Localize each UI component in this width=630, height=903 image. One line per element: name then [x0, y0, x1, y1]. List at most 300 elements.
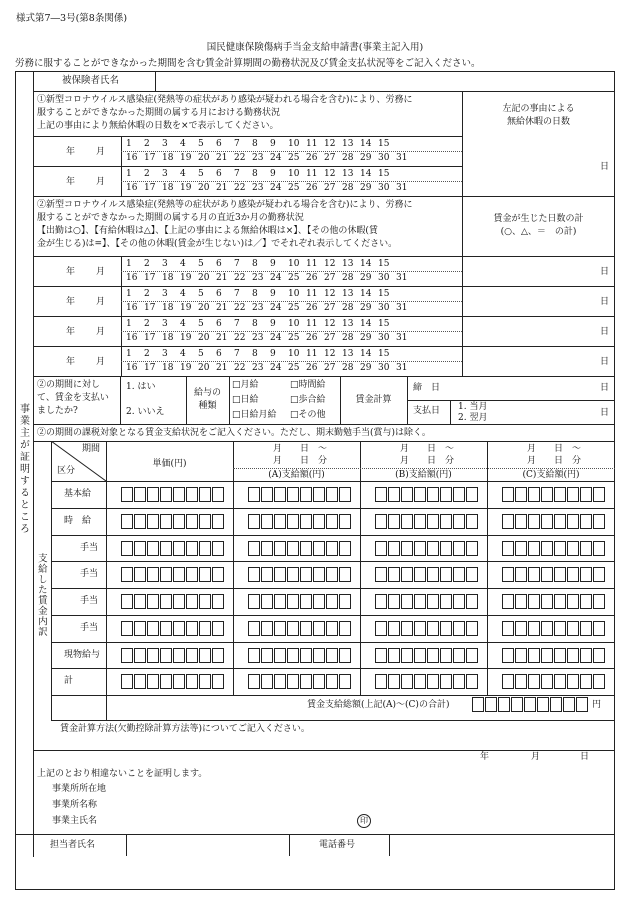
day-number[interactable]: 9	[270, 169, 276, 179]
day-number[interactable]: 6	[216, 319, 222, 329]
day-number[interactable]: 27	[324, 153, 336, 163]
day-number[interactable]: 8	[252, 319, 258, 329]
day-number[interactable]: 7	[234, 319, 240, 329]
day-number[interactable]: 8	[252, 139, 258, 149]
day-number[interactable]: 12	[324, 289, 336, 299]
day-number[interactable]: 13	[342, 169, 354, 179]
day-number[interactable]: 25	[288, 153, 300, 163]
day-number[interactable]: 7	[234, 259, 240, 269]
amount-input[interactable]	[121, 514, 225, 529]
paid-days-unit: 日	[600, 297, 610, 307]
amount-input[interactable]	[375, 567, 479, 582]
day-number[interactable]: 19	[180, 363, 192, 373]
day-number[interactable]: 9	[270, 349, 276, 359]
day-number[interactable]: 20	[198, 153, 210, 163]
month-row-month-label: 月	[96, 297, 106, 307]
col-c-label: (C)支給額(円)	[522, 470, 580, 480]
amount-input[interactable]	[502, 674, 606, 689]
day-number[interactable]: 20	[198, 183, 210, 193]
day-number[interactable]: 10	[288, 349, 300, 359]
day-number[interactable]: 17	[144, 153, 156, 163]
day-number[interactable]: 27	[324, 363, 336, 373]
total-wage-input[interactable]	[472, 697, 589, 712]
section1-days-unit: 日	[600, 162, 610, 172]
day-number[interactable]: 2	[144, 169, 150, 179]
section1-line3: 上記の事由により無給休暇の日数を×で表示してください。	[37, 121, 279, 131]
day-number[interactable]: 7	[234, 349, 240, 359]
day-number[interactable]: 14	[360, 289, 372, 299]
pay-type-monthly[interactable]: □月給	[232, 380, 259, 390]
day-number[interactable]: 31	[396, 153, 408, 163]
amount-input[interactable]	[502, 648, 606, 663]
cert-month: 月	[531, 752, 541, 762]
amount-input[interactable]	[248, 541, 352, 556]
day-number[interactable]: 2	[144, 349, 150, 359]
month-row-year-label: 年	[66, 327, 76, 337]
amount-input[interactable]	[248, 648, 352, 663]
amount-input[interactable]	[375, 648, 479, 663]
day-number[interactable]: 4	[180, 349, 186, 359]
day-number[interactable]: 20	[198, 363, 210, 373]
amount-input[interactable]	[121, 594, 225, 609]
period-label: 期間	[82, 444, 101, 454]
day-number[interactable]: 28	[342, 303, 354, 313]
day-number-row[interactable]	[126, 273, 414, 283]
pay-no-option[interactable]: 2. いいえ	[126, 407, 165, 417]
day-number[interactable]: 30	[378, 333, 390, 343]
calc-method-label: 賃金計算方法(欠勤控除計算方法等)についてご記入ください。	[60, 724, 310, 734]
day-number[interactable]: 27	[324, 273, 336, 283]
cert-year: 年	[480, 752, 490, 762]
day-number[interactable]: 5	[198, 169, 204, 179]
day-number[interactable]: 16	[126, 273, 138, 283]
day-number[interactable]: 5	[198, 349, 204, 359]
day-number[interactable]: 28	[342, 363, 354, 373]
day-number[interactable]: 7	[234, 169, 240, 179]
day-number[interactable]: 15	[378, 259, 390, 269]
amount-input[interactable]	[248, 674, 352, 689]
day-number[interactable]: 11	[306, 319, 318, 329]
day-number[interactable]: 17	[144, 273, 156, 283]
day-number[interactable]: 12	[324, 169, 336, 179]
insured-name-label: 被保険者氏名	[62, 75, 120, 86]
day-number[interactable]: 29	[360, 363, 372, 373]
day-number[interactable]: 28	[342, 333, 354, 343]
day-number-row[interactable]	[126, 333, 414, 343]
owner-name-label: 事業主氏名	[52, 816, 98, 826]
period-a-end: 月 日 分	[272, 456, 327, 466]
day-number[interactable]: 30	[378, 273, 390, 283]
day-number[interactable]: 18	[162, 333, 174, 343]
day-number[interactable]: 29	[360, 153, 372, 163]
pay-type-hourly[interactable]: □時間給	[290, 380, 326, 390]
day-number[interactable]: 7	[234, 139, 240, 149]
day-number[interactable]: 11	[306, 169, 318, 179]
day-number[interactable]: 19	[180, 303, 192, 313]
month-row-year-label: 年	[66, 297, 76, 307]
day-number[interactable]: 23	[252, 363, 264, 373]
amount-input[interactable]	[121, 674, 225, 689]
day-number[interactable]: 29	[360, 333, 372, 343]
day-number[interactable]: 31	[396, 303, 408, 313]
wage-row-label: 計	[64, 676, 74, 687]
day-number[interactable]: 10	[288, 289, 300, 299]
day-number[interactable]: 12	[324, 349, 336, 359]
day-number[interactable]: 20	[198, 333, 210, 343]
day-number[interactable]: 16	[126, 183, 138, 193]
day-number[interactable]: 31	[396, 183, 408, 193]
day-number[interactable]: 17	[144, 303, 156, 313]
day-number-row[interactable]	[126, 289, 396, 299]
day-number[interactable]: 18	[162, 273, 174, 283]
day-number[interactable]: 4	[180, 139, 186, 149]
day-number[interactable]: 1	[126, 349, 132, 359]
day-number-row[interactable]	[126, 319, 396, 329]
amount-input[interactable]	[248, 567, 352, 582]
period-c-end: 月 日 分	[526, 456, 581, 466]
day-number[interactable]: 19	[180, 183, 192, 193]
amount-input[interactable]	[248, 594, 352, 609]
day-number[interactable]: 15	[378, 169, 390, 179]
day-number[interactable]: 3	[162, 289, 168, 299]
day-number[interactable]: 29	[360, 303, 372, 313]
day-number[interactable]: 21	[216, 333, 228, 343]
day-number[interactable]: 24	[270, 363, 282, 373]
day-number[interactable]: 24	[270, 273, 282, 283]
day-number[interactable]: 8	[252, 289, 258, 299]
day-number[interactable]: 31	[396, 363, 408, 373]
day-number[interactable]: 29	[360, 183, 372, 193]
col-b-label: (B)支給額(円)	[395, 470, 452, 480]
day-number[interactable]: 17	[144, 333, 156, 343]
day-number[interactable]: 9	[270, 259, 276, 269]
day-number[interactable]: 25	[288, 303, 300, 313]
day-number[interactable]: 9	[270, 289, 276, 299]
day-number-row[interactable]	[126, 363, 414, 373]
day-number[interactable]: 21	[216, 153, 228, 163]
day-number[interactable]: 27	[324, 183, 336, 193]
day-number[interactable]: 10	[288, 169, 300, 179]
pay-type-daily[interactable]: □日給	[232, 395, 259, 405]
day-number[interactable]: 13	[342, 349, 354, 359]
employer-side-label: 事業主が証明するところ	[17, 403, 29, 535]
day-number[interactable]: 6	[216, 349, 222, 359]
day-number[interactable]: 16	[126, 153, 138, 163]
day-number[interactable]: 4	[180, 289, 186, 299]
day-number[interactable]: 26	[306, 153, 318, 163]
paid-days-unit: 日	[600, 267, 610, 277]
amount-input[interactable]	[121, 648, 225, 663]
day-number[interactable]: 15	[378, 289, 390, 299]
amount-input[interactable]	[375, 594, 479, 609]
month-row-month-label: 月	[96, 327, 106, 337]
wage-row-label: 手当	[80, 569, 99, 580]
day-number[interactable]: 22	[234, 333, 246, 343]
pay-type-other[interactable]: □その他	[290, 410, 326, 420]
day-number[interactable]: 11	[306, 349, 318, 359]
pay-question-line1: ②の期間に対し	[37, 380, 101, 390]
day-number[interactable]: 10	[288, 319, 300, 329]
day-number[interactable]: 22	[234, 153, 246, 163]
period-b-start: 月 日 ～	[399, 444, 454, 454]
day-number-row[interactable]	[126, 169, 396, 179]
day-number[interactable]: 21	[216, 183, 228, 193]
month-row-year-label: 年	[66, 147, 76, 157]
day-number[interactable]: 9	[270, 319, 276, 329]
day-number[interactable]: 14	[360, 349, 372, 359]
day-number[interactable]: 5	[198, 289, 204, 299]
cert-statement: 上記のとおり相違ないことを証明します。	[37, 769, 208, 779]
amount-input[interactable]	[502, 541, 606, 556]
day-number[interactable]: 14	[360, 169, 372, 179]
day-number[interactable]: 6	[216, 289, 222, 299]
day-number[interactable]: 16	[126, 333, 138, 343]
day-number[interactable]: 1	[126, 139, 132, 149]
day-number[interactable]: 4	[180, 259, 186, 269]
day-number[interactable]: 18	[162, 153, 174, 163]
closing-day-label: 締 日	[413, 383, 441, 393]
day-number[interactable]: 8	[252, 349, 258, 359]
period-a-start: 月 日 ～	[272, 444, 327, 454]
month-row-month-label: 月	[96, 177, 106, 187]
day-number[interactable]: 22	[234, 273, 246, 283]
day-number[interactable]: 25	[288, 273, 300, 283]
day-number[interactable]: 21	[216, 363, 228, 373]
day-number[interactable]: 2	[144, 259, 150, 269]
day-number[interactable]: 18	[162, 303, 174, 313]
day-number[interactable]: 30	[378, 363, 390, 373]
day-number[interactable]: 6	[216, 259, 222, 269]
day-number[interactable]: 28	[342, 273, 354, 283]
wage-row-label: 時 給	[64, 515, 92, 526]
wage-table-intro: ②の期間の課税対象となる賃金支給状況をご記入ください。ただし、期末勤勉手当(賞与)は除く。	[37, 428, 431, 438]
day-number[interactable]: 26	[306, 303, 318, 313]
day-number[interactable]: 26	[306, 273, 318, 283]
day-number[interactable]: 24	[270, 333, 282, 343]
pay-yes-option[interactable]: 1. はい	[126, 382, 156, 392]
day-number[interactable]: 27	[324, 303, 336, 313]
day-number[interactable]: 11	[306, 139, 318, 149]
day-number[interactable]: 2	[144, 289, 150, 299]
day-number[interactable]: 12	[324, 319, 336, 329]
day-number[interactable]: 22	[234, 303, 246, 313]
day-number[interactable]: 18	[162, 363, 174, 373]
day-number[interactable]: 8	[252, 259, 258, 269]
phone-label: 電話番号	[319, 840, 356, 850]
day-number[interactable]: 23	[252, 153, 264, 163]
day-number[interactable]: 26	[306, 183, 318, 193]
day-number[interactable]: 23	[252, 333, 264, 343]
day-number[interactable]: 25	[288, 363, 300, 373]
day-number[interactable]: 24	[270, 153, 282, 163]
amount-input[interactable]	[121, 487, 225, 502]
day-number[interactable]: 5	[198, 139, 204, 149]
amount-input[interactable]	[375, 621, 479, 636]
amount-input[interactable]	[375, 541, 479, 556]
day-number-row[interactable]	[126, 259, 396, 269]
day-number[interactable]: 10	[288, 259, 300, 269]
day-number[interactable]: 13	[342, 139, 354, 149]
pay-question-line2: て、賃金を支払い	[37, 393, 109, 403]
wage-calc-label: 賃金計算	[355, 395, 392, 405]
pay-type-daily-monthly[interactable]: □日給月給	[232, 410, 277, 420]
day-number[interactable]: 24	[270, 183, 282, 193]
payday-next-month[interactable]: 2. 翌月	[458, 413, 488, 423]
amount-input[interactable]	[375, 487, 479, 502]
pay-type-label-1: 給与の	[193, 388, 221, 398]
section2-right-label-1: 賃金が生じた日数の計	[493, 214, 584, 224]
day-number[interactable]: 26	[306, 363, 318, 373]
day-number[interactable]: 30	[378, 183, 390, 193]
day-number[interactable]: 28	[342, 153, 354, 163]
wage-row-label: 手当	[80, 596, 99, 606]
day-number[interactable]: 23	[252, 183, 264, 193]
day-number[interactable]: 1	[126, 259, 132, 269]
cert-day: 日	[580, 752, 590, 762]
day-number[interactable]: 14	[360, 319, 372, 329]
day-number[interactable]: 19	[180, 153, 192, 163]
wage-row-label: 手当	[80, 542, 99, 553]
payday-label: 支払日	[413, 406, 441, 416]
day-number[interactable]: 26	[306, 333, 318, 343]
day-number[interactable]: 6	[216, 139, 222, 149]
amount-input[interactable]	[248, 621, 352, 636]
month-row-year-label: 年	[66, 267, 76, 277]
day-number[interactable]: 31	[396, 273, 408, 283]
day-number[interactable]: 1	[126, 169, 132, 179]
wage-breakdown-side-label: 支給した賃金内訳	[35, 553, 47, 637]
month-row-month-label: 月	[96, 357, 106, 367]
day-number[interactable]: 27	[324, 333, 336, 343]
day-number[interactable]: 21	[216, 273, 228, 283]
contact-person-field[interactable]	[128, 836, 287, 854]
day-number[interactable]: 31	[396, 333, 408, 343]
day-number[interactable]: 12	[324, 259, 336, 269]
amount-input[interactable]	[121, 541, 225, 556]
day-number[interactable]: 14	[360, 139, 372, 149]
wage-row-label: 基本給	[64, 489, 92, 499]
day-number[interactable]: 16	[126, 303, 138, 313]
day-number[interactable]: 20	[198, 273, 210, 283]
calc-method-field[interactable]	[55, 736, 611, 748]
day-number[interactable]: 21	[216, 303, 228, 313]
day-number[interactable]: 23	[252, 303, 264, 313]
day-number-row[interactable]	[126, 303, 414, 313]
day-number[interactable]: 12	[324, 139, 336, 149]
payday-unit: 日	[600, 408, 610, 418]
day-number[interactable]: 6	[216, 169, 222, 179]
day-number[interactable]: 3	[162, 349, 168, 359]
day-number[interactable]: 29	[360, 273, 372, 283]
phone-field[interactable]	[391, 836, 613, 854]
day-number[interactable]: 13	[342, 259, 354, 269]
day-number[interactable]: 24	[270, 303, 282, 313]
amount-input[interactable]	[502, 567, 606, 582]
insured-name-field[interactable]	[157, 73, 613, 89]
amount-input[interactable]	[375, 514, 479, 529]
category-label: 区分	[57, 466, 76, 476]
section2-right-label-2: (○、△、＝ の計)	[500, 227, 577, 237]
day-number[interactable]: 9	[270, 139, 276, 149]
day-number[interactable]: 19	[180, 333, 192, 343]
day-number[interactable]: 23	[252, 273, 264, 283]
day-number-row[interactable]	[126, 349, 396, 359]
day-number[interactable]: 11	[306, 289, 318, 299]
day-number[interactable]: 8	[252, 169, 258, 179]
day-number[interactable]: 5	[198, 259, 204, 269]
day-number[interactable]: 20	[198, 303, 210, 313]
day-number[interactable]: 3	[162, 169, 168, 179]
month-row-year-label: 年	[66, 357, 76, 367]
day-number-row[interactable]	[126, 183, 414, 193]
day-number[interactable]: 5	[198, 319, 204, 329]
day-number[interactable]: 15	[378, 349, 390, 359]
day-number[interactable]: 14	[360, 259, 372, 269]
amount-input[interactable]	[248, 487, 352, 502]
day-number[interactable]: 15	[378, 139, 390, 149]
amount-input[interactable]	[121, 567, 225, 582]
form-code: 様式第7―3号(第8条関係)	[16, 13, 128, 24]
day-number[interactable]: 1	[126, 289, 132, 299]
day-number[interactable]: 4	[180, 169, 186, 179]
amount-input[interactable]	[502, 621, 606, 636]
day-number[interactable]: 2	[144, 319, 150, 329]
wage-row-label: 現物給与	[64, 649, 101, 660]
day-number[interactable]: 25	[288, 183, 300, 193]
day-number[interactable]: 30	[378, 303, 390, 313]
section2-line2: 服することができなかった期間の属する月の直近3か月の勤務状況	[37, 213, 304, 223]
day-number[interactable]: 3	[162, 319, 168, 329]
day-number[interactable]: 3	[162, 259, 168, 269]
payday-current-month[interactable]: 1. 当月	[458, 402, 488, 412]
day-number-row[interactable]	[126, 153, 414, 163]
day-number[interactable]: 10	[288, 139, 300, 149]
amount-input[interactable]	[375, 674, 479, 689]
day-number[interactable]: 25	[288, 333, 300, 343]
amount-input[interactable]	[502, 594, 606, 609]
pay-type-commission[interactable]: □歩合給	[290, 395, 326, 405]
section1-line2: 服することができなかった期間の属する月における勤務状況	[37, 108, 281, 118]
day-number[interactable]: 3	[162, 139, 168, 149]
day-number[interactable]: 17	[144, 363, 156, 373]
day-number[interactable]: 22	[234, 183, 246, 193]
col-a-label: (A)支給額(円)	[268, 470, 325, 480]
amount-input[interactable]	[248, 514, 352, 529]
day-number[interactable]: 30	[378, 153, 390, 163]
day-number[interactable]: 11	[306, 259, 318, 269]
day-number[interactable]: 4	[180, 319, 186, 329]
closing-day-unit: 日	[600, 383, 610, 393]
day-number[interactable]: 7	[234, 289, 240, 299]
day-number[interactable]: 13	[342, 289, 354, 299]
amount-input[interactable]	[121, 621, 225, 636]
day-number[interactable]: 16	[126, 363, 138, 373]
day-number[interactable]: 17	[144, 183, 156, 193]
day-number[interactable]: 1	[126, 319, 132, 329]
section1-right-label-2: 無給休暇の日数	[506, 117, 570, 127]
total-wage-label: 賃金支給総額(上記(A)～(C)の合計)	[307, 700, 450, 710]
day-number[interactable]: 28	[342, 183, 354, 193]
day-number[interactable]: 18	[162, 183, 174, 193]
day-number[interactable]: 2	[144, 139, 150, 149]
day-number-row[interactable]	[126, 139, 396, 149]
amount-input[interactable]	[502, 487, 606, 502]
day-number[interactable]: 22	[234, 363, 246, 373]
amount-input[interactable]	[502, 514, 606, 529]
day-number[interactable]: 19	[180, 273, 192, 283]
day-number[interactable]: 15	[378, 319, 390, 329]
day-number[interactable]: 13	[342, 319, 354, 329]
